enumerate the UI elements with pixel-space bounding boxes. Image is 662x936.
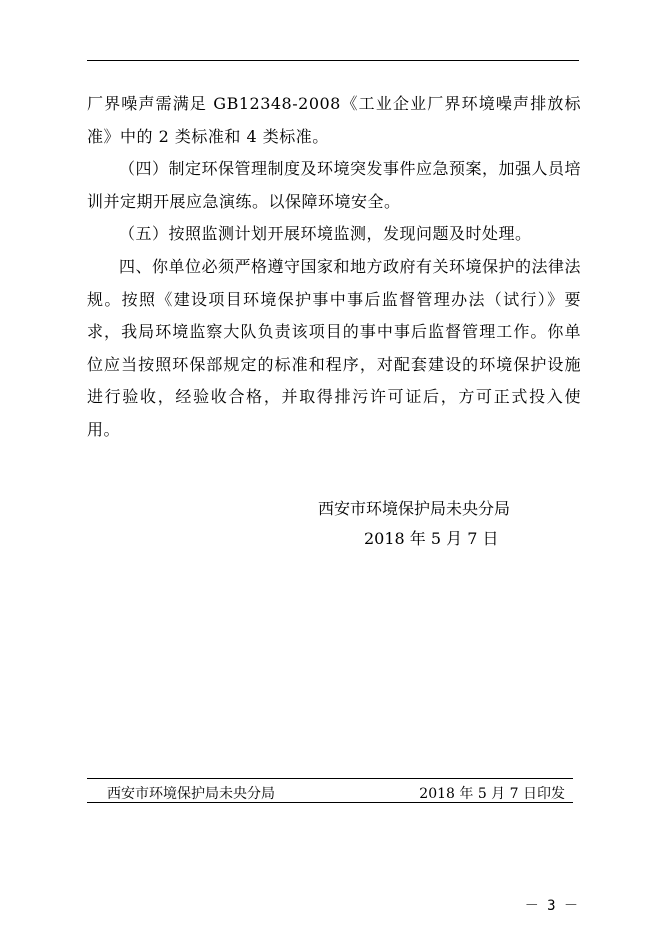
footer-top-rule [87, 778, 573, 779]
signature-date: 2018 年 5 月 7 日 [364, 529, 499, 548]
paragraph-continuation: 厂界噪声需满足 GB12348-2008《工业企业厂界环境噪声排放标准》中的 2 类标准和 4 类标准。 [87, 94, 581, 146]
signature-block [300, 494, 540, 554]
paragraph-section-4: 四、你单位必须严格遵守国家和地方政府有关环境保护的法律法规。按照《建设项目环境保护事中事后监督管理办法（试行）》要求，我局环境监察大队负责该项目的事中事后监督管理工作。你单位应当按照环保部规定的标准和程序，对配套建设的环境保护设施进行验收，经验收合格，并取得排污许可证后，方可正式投入使用。 [87, 256, 582, 439]
footer-issue-date: 2018 年 5 月 7 日印发 [419, 786, 565, 802]
footer-issuer: 西安市环境保护局未央分局 [107, 786, 275, 802]
paragraph-item-5: （五）按照监测计划开展环境监测，发现问题及时处理。 [119, 224, 532, 244]
footer-bottom-rule [87, 802, 573, 803]
page-number: － 3 － [524, 898, 578, 914]
paragraph-item-4: （四）制定环保管理制度及环境突发事件应急预案，加强人员培训并定期开展应急演练。以保障环境安全。 [87, 159, 582, 211]
document-body [87, 88, 581, 447]
signature-organization: 西安市环境保护局未央分局 [318, 499, 511, 518]
header-rule [87, 60, 579, 61]
footer-colophon [87, 784, 573, 804]
